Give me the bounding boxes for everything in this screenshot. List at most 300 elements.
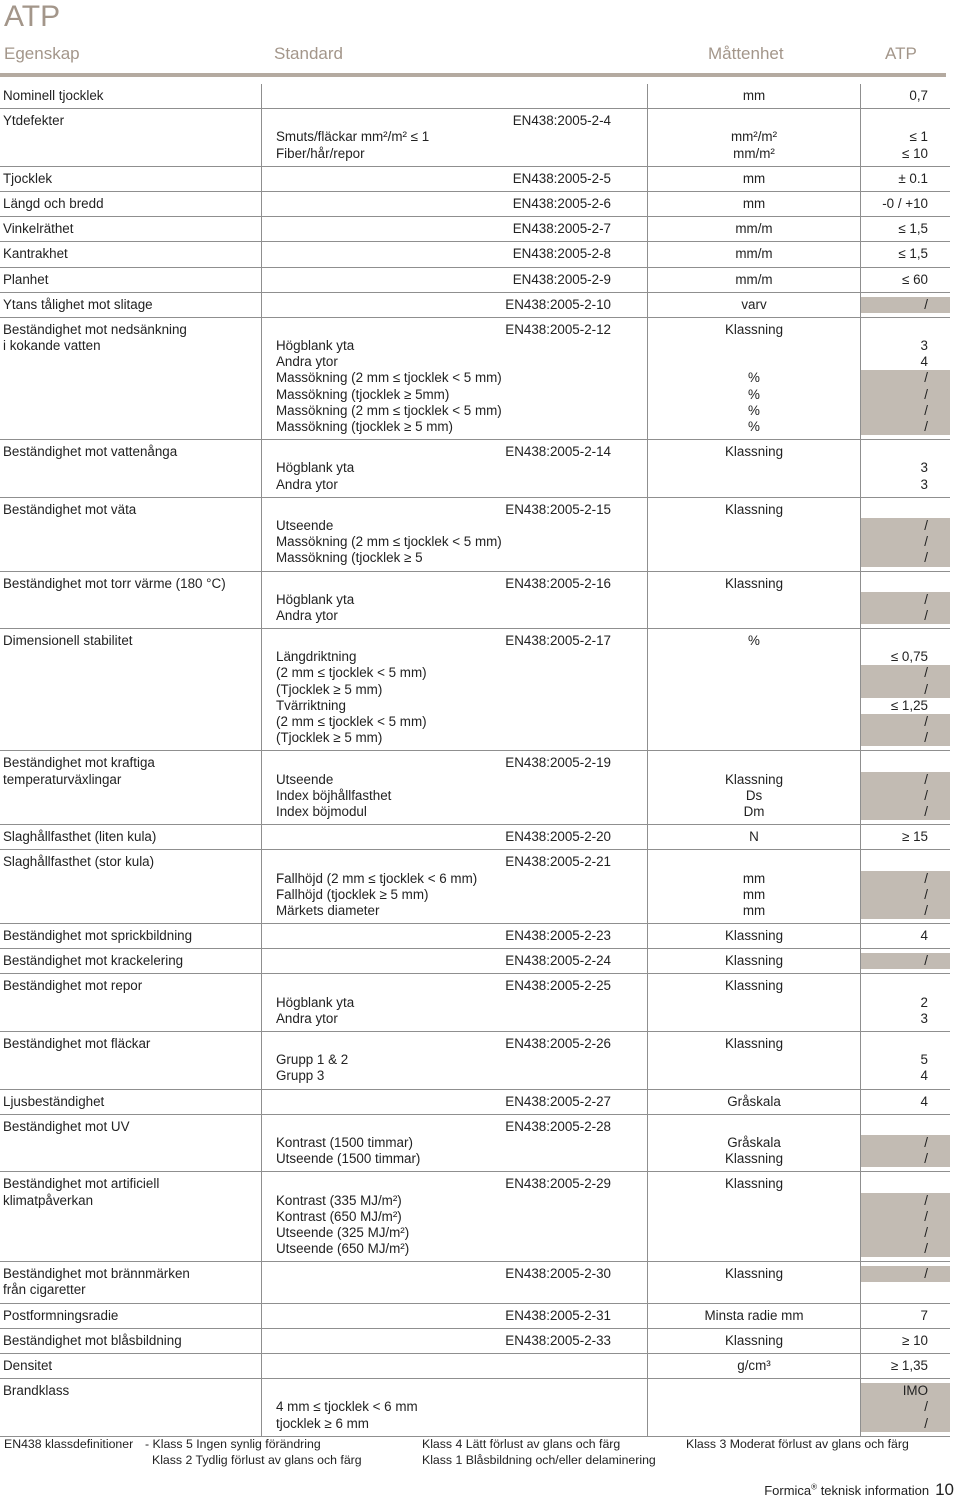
- property-cell: [0, 292, 262, 317]
- standard-cell: [262, 217, 648, 242]
- sub-property: Fallhöjd (tjocklek ≥ 5 mm): [276, 886, 429, 902]
- property-cell: [0, 242, 262, 267]
- property-label: Beständighet mot artificiell: [3, 1176, 160, 1192]
- atp-value: 4: [920, 1068, 928, 1084]
- unit-value: mm: [742, 88, 766, 103]
- atp-value: 4: [920, 928, 928, 944]
- unit-value: [648, 338, 860, 354]
- standard-code: EN438:2005-2-25: [505, 978, 611, 994]
- sub-property: Massökning (tjocklek ≥ 5: [276, 550, 423, 566]
- sub-property: Grupp 1 & 2: [276, 1052, 349, 1068]
- table-row: [0, 850, 950, 924]
- sub-property: Kontrast (650 MJ/m²): [276, 1208, 402, 1224]
- atp-cell: [861, 825, 951, 850]
- unit-cell: [648, 1328, 861, 1353]
- atp-value: /: [861, 518, 950, 534]
- property-cell: [0, 1172, 262, 1262]
- sub-property: Andra ytor: [276, 476, 338, 492]
- sub-property: (2 mm ≤ tjocklek < 5 mm): [276, 714, 427, 729]
- unit-value: mm: [742, 170, 766, 186]
- atp-cell: [861, 850, 951, 924]
- standard-cell: [262, 1172, 648, 1262]
- unit-value: %: [748, 370, 760, 386]
- footer-class2: Klass 2 Tydlig förlust av glans och färg: [152, 1453, 362, 1467]
- property-label: från cigaretter: [3, 1282, 86, 1298]
- standard-code: EN438:2005-2-12: [505, 321, 611, 337]
- unit-value: Klassning: [724, 953, 784, 969]
- standard-cell: [262, 1354, 648, 1379]
- sub-property: Massökning (2 mm ≤ tjocklek < 5 mm): [276, 370, 502, 386]
- property-cell: [0, 497, 262, 571]
- property-label: Beständighet mot fläckar: [3, 1036, 151, 1051]
- atp-cell: [861, 1032, 951, 1090]
- atp-value: ≤ 1: [909, 129, 928, 145]
- atp-cell: [861, 217, 951, 242]
- property-label: Nominell tjocklek: [3, 88, 104, 103]
- standard-cell: [262, 267, 648, 292]
- table-row: [0, 825, 950, 850]
- atp-cell: [861, 949, 951, 974]
- standard-cell: [262, 1114, 648, 1172]
- atp-value: [861, 113, 950, 129]
- atp-value: /: [861, 871, 950, 887]
- property-label: Brandklass: [3, 1383, 70, 1399]
- standard-code: [262, 88, 647, 104]
- sub-property: Fiber/hår/repor: [276, 145, 365, 161]
- atp-value: /: [861, 804, 950, 820]
- footer-class5: - Klass 5 Ingen synlig förändring: [145, 1437, 321, 1451]
- property-cell: [0, 1354, 262, 1379]
- standard-code: EN438:2005-2-30: [505, 1266, 611, 1282]
- atp-value: 3: [920, 1010, 928, 1026]
- standard-cell: [262, 1089, 648, 1114]
- unit-value: [648, 518, 860, 534]
- atp-value: ± 0.1: [898, 170, 928, 186]
- standard-code: EN438:2005-2-14: [505, 444, 611, 460]
- unit-value: mm/m: [735, 271, 773, 287]
- standard-code: EN438:2005-2-31: [505, 1307, 611, 1323]
- standard-cell: [262, 974, 648, 1032]
- unit-cell: [648, 974, 861, 1032]
- sub-property: Högblank yta: [276, 591, 355, 607]
- standard-code: [262, 1383, 647, 1399]
- sub-property: Grupp 3: [276, 1068, 325, 1084]
- property-cell: [0, 440, 262, 498]
- standard-cell: [262, 924, 648, 949]
- unit-cell: [648, 242, 861, 267]
- property-label: Beständighet mot brännmärken: [3, 1266, 190, 1282]
- atp-value: [861, 322, 950, 338]
- atp-cell: [861, 191, 951, 216]
- property-label: Dimensionell stabilitet: [3, 633, 133, 649]
- atp-value: [861, 755, 950, 771]
- standard-cell: [262, 317, 648, 439]
- unit-value: mm: [742, 902, 766, 918]
- standard-code: EN438:2005-2-29: [505, 1176, 611, 1192]
- atp-value: ≤ 1,5: [898, 221, 928, 237]
- standard-cell: [262, 1379, 648, 1437]
- atp-cell: [861, 84, 951, 109]
- sub-property: Index böjhållfasthet: [276, 787, 392, 803]
- property-cell: [0, 949, 262, 974]
- atp-cell: [861, 1089, 951, 1114]
- unit-cell: [648, 924, 861, 949]
- property-label: Längd och bredd: [3, 195, 104, 211]
- atp-value: /: [861, 953, 950, 969]
- atp-value: 3: [920, 460, 928, 476]
- property-label: Vinkelräthet: [3, 221, 74, 237]
- atp-value: /: [861, 772, 950, 788]
- property-label: Tjocklek: [3, 170, 53, 186]
- header-standard: Standard: [274, 44, 343, 63]
- unit-value: [648, 1416, 860, 1432]
- atp-value: ≥ 1,35: [890, 1358, 928, 1373]
- unit-cell: [648, 292, 861, 317]
- unit-cell: [648, 825, 861, 850]
- unit-value: [648, 1399, 860, 1415]
- standard-cell: [262, 166, 648, 191]
- standard-code: EN438:2005-2-17: [505, 633, 611, 649]
- footer-label: EN438 klassdefinitioner: [4, 1437, 134, 1451]
- table-row: [0, 571, 950, 629]
- unit-value: mm/m²: [733, 145, 775, 161]
- atp-value: /: [861, 387, 950, 403]
- atp-value: /: [861, 714, 950, 730]
- atp-cell: [861, 267, 951, 292]
- standard-cell: [262, 84, 648, 109]
- unit-value: Ds: [745, 787, 763, 803]
- sub-property: Högblank yta: [276, 460, 355, 476]
- atp-value: 5: [920, 1052, 928, 1068]
- property-label: Densitet: [3, 1358, 53, 1373]
- unit-value: Klassning: [724, 928, 784, 944]
- property-cell: [0, 1089, 262, 1114]
- unit-value: Klassning: [724, 1036, 784, 1051]
- table-row: [0, 1328, 950, 1353]
- unit-value: Klassning: [724, 444, 784, 460]
- standard-code: EN438:2005-2-26: [505, 1036, 611, 1051]
- sub-property: Kontrast (335 MJ/m²): [276, 1192, 402, 1208]
- unit-cell: [648, 166, 861, 191]
- unit-value: [648, 354, 860, 370]
- unit-value: Dm: [743, 803, 765, 819]
- unit-cell: [648, 850, 861, 924]
- brand-text: teknisk information: [820, 1483, 930, 1498]
- atp-value: /: [861, 1193, 950, 1209]
- property-label: Kantrakhet: [3, 246, 68, 262]
- atp-value: /: [861, 592, 950, 608]
- property-cell: [0, 850, 262, 924]
- atp-value: /: [861, 1416, 950, 1432]
- sub-property: Utseende: [276, 517, 334, 533]
- atp-value: /: [861, 1266, 950, 1282]
- unit-value: [648, 113, 860, 129]
- atp-cell: [861, 317, 951, 439]
- standard-code: EN438:2005-2-28: [505, 1118, 611, 1134]
- unit-value: Klassning: [724, 1151, 784, 1167]
- atp-value: [861, 444, 950, 460]
- atp-value: /: [861, 903, 950, 919]
- unit-cell: [648, 1114, 861, 1172]
- header-unit: Måttenhet: [708, 44, 784, 63]
- property-label: Beständighet mot UV: [3, 1118, 130, 1134]
- property-cell: [0, 1303, 262, 1328]
- unit-cell: [648, 84, 861, 109]
- standard-cell: [262, 949, 648, 974]
- sub-property: (Tjocklek ≥ 5 mm): [276, 730, 383, 746]
- atp-cell: [861, 1354, 951, 1379]
- sub-property: Utseende (325 MJ/m²): [276, 1224, 410, 1240]
- property-cell: [0, 1114, 262, 1172]
- standard-code: EN438:2005-2-24: [505, 953, 611, 969]
- unit-value: [648, 649, 860, 665]
- standard-cell: [262, 242, 648, 267]
- atp-value: ≤ 60: [902, 271, 928, 287]
- unit-cell: [648, 571, 861, 629]
- atp-value: [861, 633, 950, 649]
- sub-property: Fallhöjd (2 mm ≤ tjocklek < 6 mm): [276, 870, 478, 886]
- atp-value: /: [861, 1135, 950, 1151]
- sub-property: Märkets diameter: [276, 902, 380, 918]
- table-row: [0, 440, 950, 498]
- table-row: [0, 497, 950, 571]
- property-label: Planhet: [3, 271, 49, 287]
- atp-value: /: [861, 1399, 950, 1415]
- unit-value: [648, 1011, 860, 1027]
- atp-value: /: [861, 887, 950, 903]
- sub-property: Massökning (2 mm ≤ tjocklek < 5 mm): [276, 402, 502, 418]
- unit-value: [648, 665, 860, 681]
- table-row: [0, 949, 950, 974]
- unit-value: Gråskala: [727, 1093, 781, 1109]
- property-label: Ljusbeständighet: [3, 1093, 105, 1109]
- atp-value: 3: [920, 338, 928, 354]
- atp-value: /: [861, 665, 950, 681]
- table-row: [0, 84, 950, 109]
- sub-property: Massökning (tjocklek ≥ 5mm): [276, 386, 450, 402]
- header-value: ATP: [885, 44, 917, 63]
- sub-property: Tvärriktning: [276, 697, 346, 713]
- property-label: Slaghållfasthet (liten kula): [3, 829, 157, 845]
- standard-code: EN438:2005-2-33: [505, 1332, 611, 1348]
- standard-code: EN438:2005-2-10: [505, 296, 611, 312]
- atp-cell: [861, 1172, 951, 1262]
- standard-code: EN438:2005-2-20: [505, 829, 611, 845]
- table-row: [0, 109, 950, 167]
- atp-value: [861, 576, 950, 592]
- unit-value: Klassning: [724, 771, 784, 787]
- property-label: Beständighet mot vattenånga: [3, 444, 178, 460]
- sub-property: Utseende (1500 timmar): [276, 1151, 421, 1167]
- property-label: Beständighet mot repor: [3, 978, 143, 994]
- sub-property: Kontrast (1500 timmar): [276, 1134, 413, 1150]
- property-cell: [0, 84, 262, 109]
- atp-value: /: [861, 403, 950, 419]
- standard-cell: [262, 440, 648, 498]
- atp-value: /: [861, 730, 950, 746]
- table-row: [0, 1089, 950, 1114]
- unit-cell: [648, 440, 861, 498]
- atp-cell: [861, 440, 951, 498]
- table-row: [0, 1379, 950, 1437]
- header-property: Egenskap: [4, 44, 80, 63]
- unit-value: [648, 550, 860, 566]
- table-row: [0, 267, 950, 292]
- unit-cell: [648, 1089, 861, 1114]
- atp-value: [861, 1119, 950, 1135]
- property-label: Beständighet mot krackelering: [3, 953, 184, 969]
- standard-cell: [262, 850, 648, 924]
- property-label: Beständighet mot kraftiga: [3, 755, 155, 771]
- unit-value: mm/m: [735, 221, 773, 237]
- unit-value: [648, 1225, 860, 1241]
- atp-value: [861, 978, 950, 994]
- atp-cell: [861, 974, 951, 1032]
- unit-value: mm: [742, 195, 766, 211]
- atp-value: -0 / +10: [882, 195, 928, 211]
- unit-value: [648, 1209, 860, 1225]
- standard-code: EN438:2005-2-19: [505, 755, 611, 771]
- page-number: 10: [935, 1480, 954, 1499]
- standard-code: EN438:2005-2-6: [512, 195, 611, 211]
- atp-value: [861, 854, 950, 870]
- unit-value: [648, 1193, 860, 1209]
- sub-property: Massökning (2 mm ≤ tjocklek < 5 mm): [276, 534, 502, 550]
- sub-property: tjocklek ≥ 6 mm: [276, 1415, 369, 1431]
- unit-value: mm: [742, 886, 766, 902]
- standard-cell: [262, 825, 648, 850]
- atp-cell: [861, 1114, 951, 1172]
- property-cell: [0, 1032, 262, 1090]
- property-cell: [0, 924, 262, 949]
- unit-value: %: [748, 633, 760, 649]
- table-row: [0, 1114, 950, 1172]
- footer-class4: Klass 4 Lätt förlust av glans och färg: [422, 1437, 621, 1451]
- table-row: [0, 974, 950, 1032]
- atp-cell: [861, 1262, 951, 1303]
- atp-value: /: [861, 419, 950, 435]
- standard-code: EN438:2005-2-8: [512, 246, 611, 262]
- atp-value: [861, 502, 950, 518]
- sub-property: Utseende: [276, 771, 334, 787]
- unit-cell: [648, 1354, 861, 1379]
- unit-cell: [648, 1262, 861, 1303]
- unit-value: Klassning: [724, 501, 784, 517]
- unit-cell: [648, 317, 861, 439]
- brand-footer: [764, 1480, 954, 1500]
- standard-cell: [262, 1262, 648, 1303]
- unit-value: [648, 1383, 860, 1399]
- sub-property: Utseende (650 MJ/m²): [276, 1241, 410, 1257]
- footer-class3: Klass 3 Moderat förlust av glans och färg: [686, 1437, 909, 1451]
- sub-property: Andra ytor: [276, 1010, 338, 1026]
- property-cell: [0, 217, 262, 242]
- unit-cell: [648, 191, 861, 216]
- unit-value: mm/m: [735, 246, 773, 262]
- atp-value: /: [861, 1151, 950, 1167]
- atp-value: [861, 1036, 950, 1052]
- property-cell: [0, 751, 262, 825]
- atp-cell: [861, 497, 951, 571]
- unit-value: [648, 1052, 860, 1068]
- atp-cell: [861, 292, 951, 317]
- table-row: [0, 217, 950, 242]
- unit-value: Klassning: [724, 575, 784, 591]
- unit-value: [648, 592, 860, 608]
- unit-value: g/cm³: [737, 1358, 771, 1373]
- atp-cell: [861, 571, 951, 629]
- unit-value: [648, 460, 860, 476]
- property-label: Ytans tålighet mot slitage: [3, 296, 153, 312]
- atp-value: /: [861, 534, 950, 550]
- unit-value: [648, 608, 860, 624]
- unit-value: Klassning: [724, 1176, 784, 1192]
- property-label: Beständighet mot väta: [3, 501, 137, 517]
- unit-value: [648, 995, 860, 1011]
- atp-cell: [861, 1303, 951, 1328]
- sub-property: Andra ytor: [276, 607, 338, 623]
- standard-code: EN438:2005-2-7: [512, 221, 611, 237]
- unit-value: [648, 854, 860, 870]
- standard-code: EN438:2005-2-9: [512, 271, 611, 287]
- table-row: [0, 317, 950, 439]
- footer-class1: Klass 1 Blåsbildning och/eller delaminering: [422, 1453, 656, 1467]
- property-label: Beständighet mot nedsänkning: [3, 321, 187, 337]
- unit-value: mm: [742, 870, 766, 886]
- unit-value: [648, 698, 860, 714]
- unit-value: [648, 755, 860, 771]
- unit-value: Klassning: [724, 1332, 784, 1348]
- unit-value: [648, 714, 860, 730]
- unit-value: [648, 682, 860, 698]
- unit-value: [648, 477, 860, 493]
- sub-property: Högblank yta: [276, 994, 355, 1010]
- unit-value: [648, 534, 860, 550]
- property-cell: [0, 317, 262, 439]
- registered-mark: ®: [811, 1482, 818, 1492]
- atp-cell: [861, 109, 951, 167]
- unit-value: Klassning: [724, 978, 784, 994]
- standard-cell: [262, 497, 648, 571]
- property-cell: [0, 629, 262, 751]
- standard-code: EN438:2005-2-4: [512, 113, 611, 129]
- sub-property: Index böjmodul: [276, 803, 367, 819]
- atp-value: /: [861, 1209, 950, 1225]
- atp-cell: [861, 1379, 951, 1437]
- property-label: i kokande vatten: [3, 338, 101, 354]
- standard-code: EN438:2005-2-15: [505, 501, 611, 517]
- standard-cell: [262, 571, 648, 629]
- property-cell: [0, 166, 262, 191]
- table-row: [0, 1032, 950, 1090]
- atp-value: /: [861, 1241, 950, 1257]
- header-divider: [0, 73, 946, 77]
- table-row: [0, 1354, 950, 1379]
- atp-cell: [861, 924, 951, 949]
- property-label: Slaghållfasthet (stor kula): [3, 854, 155, 870]
- unit-cell: [648, 267, 861, 292]
- standard-cell: [262, 751, 648, 825]
- property-label: Beständighet mot sprickbildning: [3, 928, 193, 944]
- brand-name: Formica: [764, 1483, 812, 1498]
- standard-code: EN438:2005-2-23: [505, 928, 611, 944]
- unit-value: [648, 730, 860, 746]
- standard-cell: [262, 1303, 648, 1328]
- standard-cell: [262, 629, 648, 751]
- table-row: [0, 191, 950, 216]
- table-row: [0, 629, 950, 751]
- table-row: [0, 1303, 950, 1328]
